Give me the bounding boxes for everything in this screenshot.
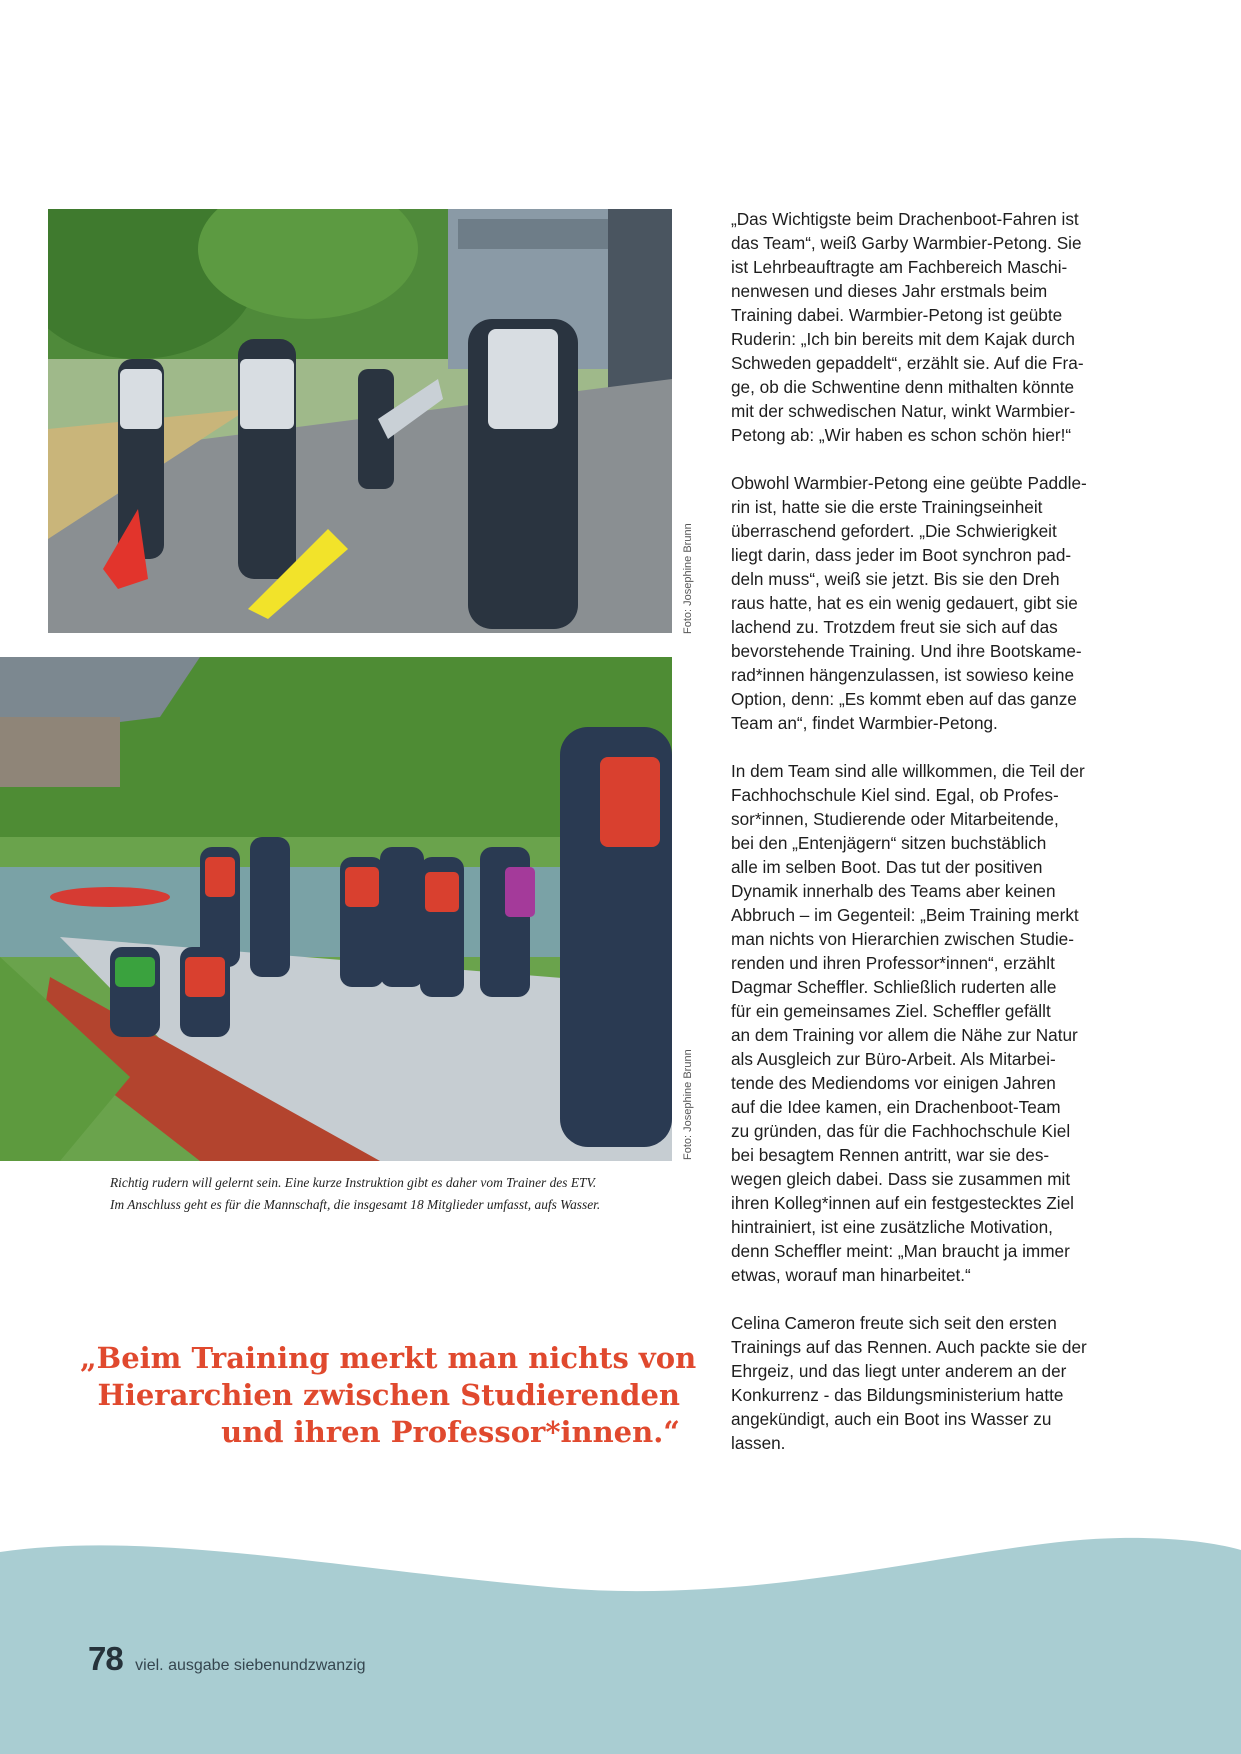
text-line: raus hatte, hat es ein wenig gedauert, gibt sie: [731, 593, 1078, 613]
text-line: Training dabei. Warmbier-Petong ist geübte: [731, 305, 1063, 325]
text-line: Konkurrenz - das Bildungsministerium hatte: [731, 1385, 1064, 1405]
caption-line: Im Anschluss geht es für die Mannschaft, die insgesamt 18 Mitglieder umfasst, aufs Wasser.: [110, 1197, 601, 1212]
text-line: rad*innen hängenzulassen, ist sowieso keine: [731, 665, 1075, 685]
text-line: deln muss“, weiß sie jetzt. Bis sie den Dreh: [731, 569, 1060, 589]
text-line: lachend zu. Trotzdem freut sie sich auf das: [731, 617, 1058, 637]
text-line: liegt darin, dass jeder im Boot synchron pad-: [731, 545, 1072, 565]
text-line: alle im selben Boot. Das tut der positiven: [731, 857, 1043, 877]
text-line: ihren Kolleg*innen auf ein festgestecktes Ziel: [731, 1193, 1075, 1213]
photo-credit: Foto: Josephine Brunn: [682, 1049, 694, 1160]
text-line: bevorstehende Training. Und ihre Bootskame-: [731, 641, 1082, 661]
text-line: als Ausgleich zur Büro-Arbeit. Als Mitarbei-: [731, 1049, 1056, 1069]
text-line: Ruderin: „Ich bin bereits mit dem Kajak durch: [731, 329, 1075, 349]
text-line: sor*innen, Studierende oder Mitarbeitende,: [731, 809, 1059, 829]
text-line: mit der schwedischen Natur, winkt Warmbier-: [731, 401, 1076, 421]
article-paragraph: [731, 471, 1131, 735]
photo-paddlers-on-path: [48, 209, 672, 633]
text-line: ge, ob die Schwentine denn mithalten könnte: [731, 377, 1075, 397]
text-line: Ehrgeiz, und das liegt unter anderem an der: [731, 1361, 1067, 1381]
article-paragraph: [731, 759, 1131, 1287]
pull-quote-line: und ihren Professor*innen.“: [221, 1415, 680, 1449]
text-line: Schweden gepaddelt“, erzählt sie. Auf die Fra-: [731, 353, 1084, 373]
text-line: bei den „Entenjägern“ sitzen buchstäblich: [731, 833, 1047, 853]
pull-quote-line: Hierarchien zwischen Studierenden: [97, 1378, 680, 1412]
text-line: renden und ihren Professor*innen“, erzählt: [731, 953, 1055, 973]
text-line: Team an“, findet Warmbier-Petong.: [731, 713, 998, 733]
text-line: angekündigt, auch ein Boot ins Wasser zu: [731, 1409, 1052, 1429]
page-footer: [88, 1640, 366, 1678]
text-line: zu gründen, das für die Fachhochschule Kiel: [731, 1121, 1071, 1141]
text-line: tende des Mediendoms vor einigen Jahren: [731, 1073, 1056, 1093]
photo-caption: [110, 1172, 680, 1216]
text-line: Dynamik innerhalb des Teams aber keinen: [731, 881, 1056, 901]
text-line: Abbruch – im Gegenteil: „Beim Training merkt: [731, 905, 1079, 925]
article-body: [731, 207, 1131, 1479]
text-line: ist Lehrbeauftragte am Fachbereich Maschi-: [731, 257, 1068, 277]
text-line: rin ist, hatte sie die erste Trainingseinheit: [731, 497, 1043, 517]
text-line: Trainings auf das Rennen. Auch packte sie der: [731, 1337, 1087, 1357]
text-line: lassen.: [731, 1433, 786, 1453]
photo-group-on-pier: [0, 657, 672, 1161]
text-line: Celina Cameron freute sich seit den ersten: [731, 1313, 1057, 1333]
text-line: Fachhochschule Kiel sind. Egal, ob Profes-: [731, 785, 1059, 805]
photo-credit: Foto: Josephine Brunn: [682, 523, 694, 634]
text-line: In dem Team sind alle willkommen, die Teil der: [731, 761, 1085, 781]
article-paragraph: [731, 207, 1131, 447]
text-line: an dem Training vor allem die Nähe zur Natur: [731, 1025, 1078, 1045]
text-line: „Das Wichtigste beim Drachenboot-Fahren ist: [731, 209, 1079, 229]
text-line: das Team“, weiß Garby Warmbier-Petong. Sie: [731, 233, 1082, 253]
caption-line: Richtig rudern will gelernt sein. Eine kurze Instruktion gibt es daher vom Trainer des ETV.: [110, 1175, 597, 1190]
magazine-issue: viel. ausgabe siebenundzwanzig: [135, 1657, 366, 1674]
text-line: Obwohl Warmbier-Petong eine geübte Paddle-: [731, 473, 1087, 493]
text-line: man nichts von Hierarchien zwischen Studie-: [731, 929, 1074, 949]
text-line: Petong ab: „Wir haben es schon schön hier!“: [731, 425, 1072, 445]
text-line: denn Scheffler meint: „Man braucht ja immer: [731, 1241, 1070, 1261]
text-line: nenwesen und dieses Jahr erstmals beim: [731, 281, 1048, 301]
text-line: auf die Idee kamen, ein Drachenboot-Team: [731, 1097, 1061, 1117]
article-paragraph: [731, 1311, 1131, 1455]
text-line: überraschend gefordert. „Die Schwierigkeit: [731, 521, 1057, 541]
text-line: wegen gleich dabei. Dass sie zusammen mit: [731, 1169, 1071, 1189]
text-line: Dagmar Scheffler. Schließlich ruderten alle: [731, 977, 1057, 997]
text-line: Option, denn: „Es kommt eben auf das ganze: [731, 689, 1077, 709]
page-number: 78: [88, 1640, 123, 1677]
text-line: etwas, worauf man hinarbeitet.“: [731, 1265, 971, 1285]
text-line: bei besagtem Rennen antritt, war sie des-: [731, 1145, 1050, 1165]
pull-quote: [80, 1340, 697, 1451]
text-line: hintrainiert, ist eine zusätzliche Motivation,: [731, 1217, 1053, 1237]
text-line: für ein gemeinsames Ziel. Scheffler gefällt: [731, 1001, 1051, 1021]
pull-quote-line: „Beim Training merkt man nichts von: [80, 1341, 697, 1375]
